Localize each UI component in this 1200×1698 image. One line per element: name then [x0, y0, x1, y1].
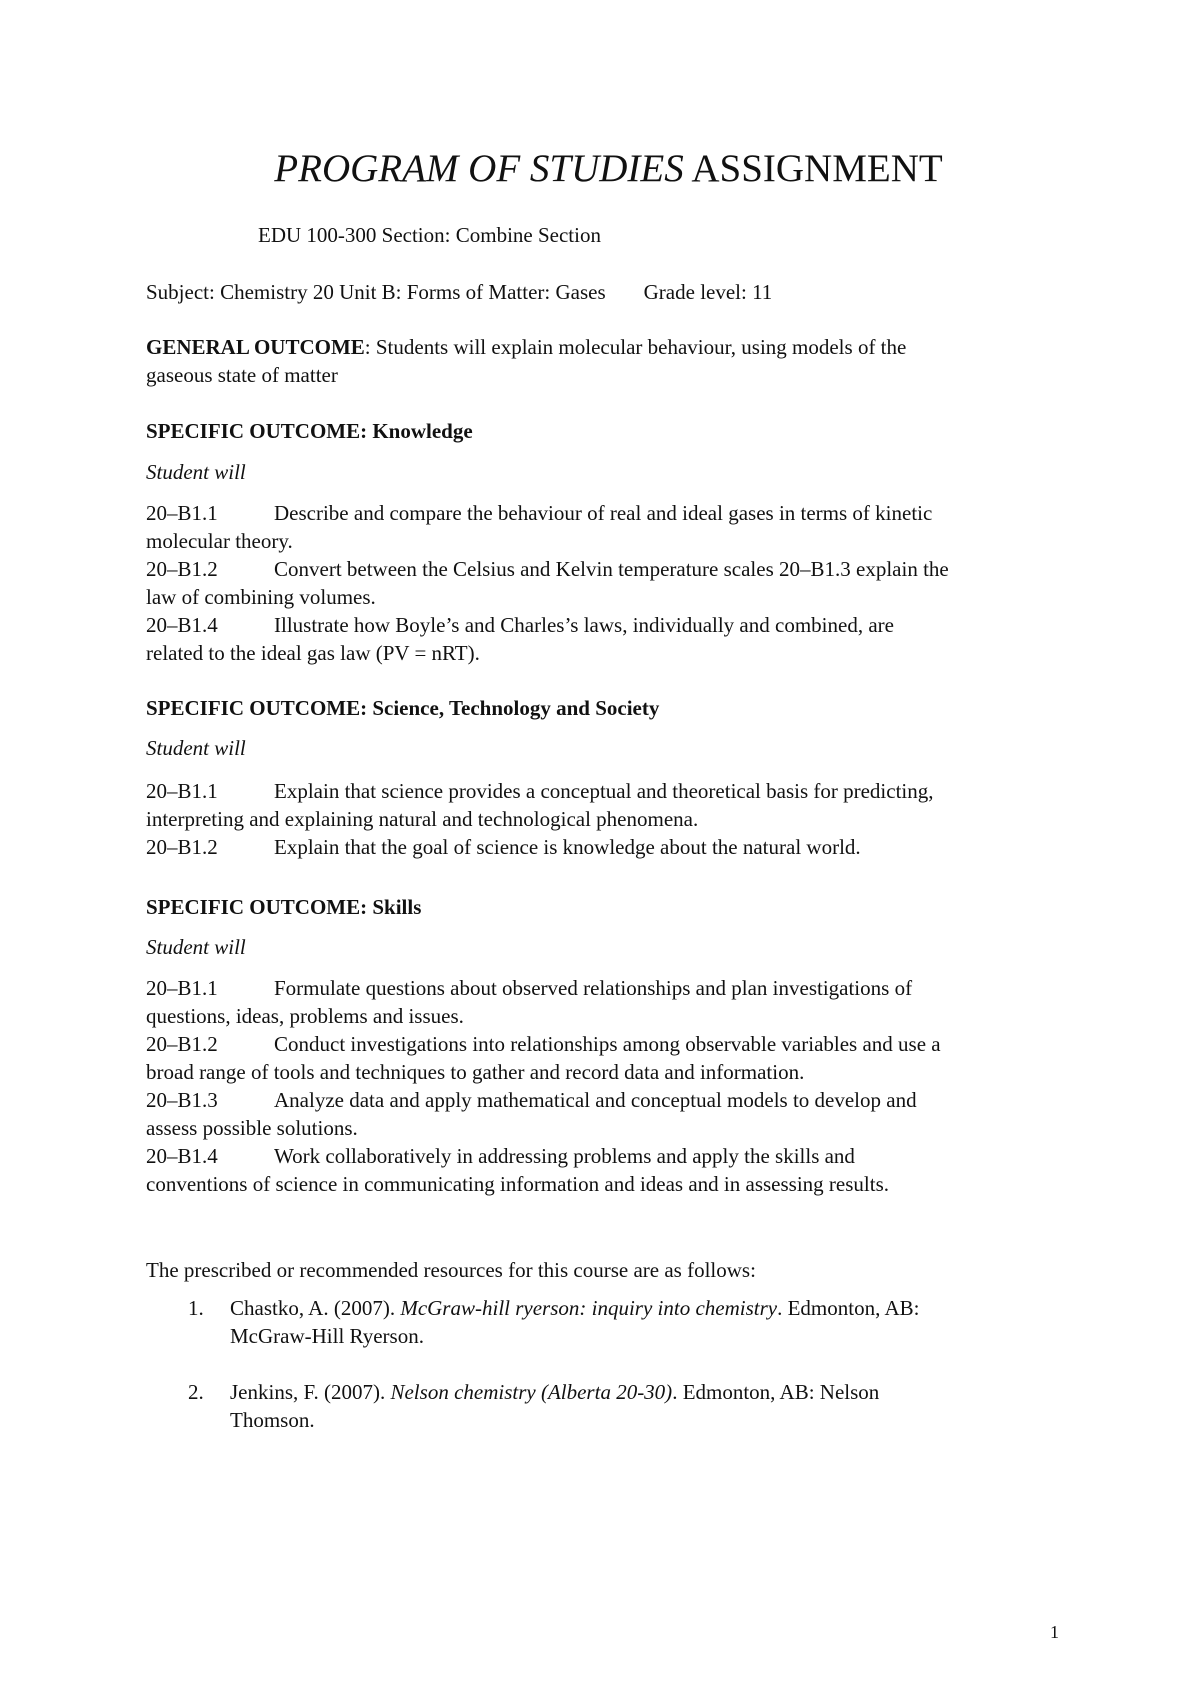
sts-student-will: Student will: [146, 736, 246, 760]
list-item: [146, 555, 1066, 611]
outcome-text: Describe and compare the behaviour of real and ideal gases in terms of kinetic: [274, 501, 933, 525]
knowledge-student-will: Student will: [146, 460, 246, 484]
subject-text: Subject: Chemistry 20 Unit B: Forms of Matter: Gases: [146, 280, 606, 304]
reference-title: Nelson chemistry (Alberta 20-30): [390, 1380, 673, 1404]
reference-number: 2.: [188, 1380, 204, 1404]
outcome-code: 20–B1.2: [146, 1032, 218, 1056]
skills-heading: SPECIFIC OUTCOME: Skills: [146, 895, 422, 919]
outcome-code: 20–B1.1: [146, 501, 218, 525]
outcome-text: Convert between the Celsius and Kelvin temperature scales 20–B1.3 explain the: [274, 557, 949, 581]
outcome-text: Formulate questions about observed relationships and plan investigations of: [274, 976, 913, 1000]
outcome-text: Explain that science provides a conceptual and theoretical basis for predicting,: [274, 779, 934, 803]
title-plain: ASSIGNMENT: [691, 147, 943, 190]
outcome-text-continued: interpreting and explaining natural and technological phenomena.: [146, 807, 699, 831]
outcome-text-continued: assess possible solutions.: [146, 1116, 358, 1140]
outcome-text-continued: law of combining volumes.: [146, 585, 376, 609]
outcome-code: 20–B1.4: [146, 1144, 218, 1168]
outcome-code: 20–B1.2: [146, 557, 218, 581]
outcome-text: Analyze data and apply mathematical and conceptual models to develop and: [274, 1088, 917, 1112]
list-item: [146, 777, 1066, 833]
reference-continued: Thomson.: [230, 1408, 315, 1432]
outcome-code: 20–B1.1: [146, 779, 218, 803]
outcome-text-continued: molecular theory.: [146, 529, 293, 553]
reference-item: [188, 1294, 1028, 1350]
skills-student-will: Student will: [146, 935, 246, 959]
title-italic: PROGRAM OF STUDIES: [274, 147, 684, 190]
outcome-text-continued: conventions of science in communicating information and ideas and in assessing results.: [146, 1172, 889, 1196]
outcome-text-continued: related to the ideal gas law (PV = nRT).: [146, 641, 480, 665]
outcome-text: Conduct investigations into relationships among observable variables and use a: [274, 1032, 941, 1056]
knowledge-heading: SPECIFIC OUTCOME: Knowledge: [146, 419, 473, 443]
outcome-text: Work collaboratively in addressing problems and apply the skills and: [274, 1144, 855, 1168]
reference-number: 1.: [188, 1296, 204, 1320]
reference-author: Jenkins, F. (2007).: [230, 1380, 391, 1404]
reference-publisher: . Edmonton, AB: Nelson: [672, 1380, 880, 1404]
subject-line: [146, 278, 772, 306]
outcome-code: 20–B1.3: [146, 1088, 218, 1112]
general-outcome-text: : Students will explain molecular behaviour, using models of the: [364, 335, 907, 359]
outcome-code: 20–B1.2: [146, 835, 218, 859]
grade-level: Grade level: 11: [643, 280, 773, 304]
list-item: [146, 611, 1066, 667]
general-outcome-label: GENERAL OUTCOME: [146, 335, 365, 359]
course-line: EDU 100-300 Section: Combine Section: [258, 223, 601, 247]
list-item: [146, 1142, 1066, 1198]
outcome-code: 20–B1.4: [146, 613, 218, 637]
outcome-text-continued: questions, ideas, problems and issues.: [146, 1004, 464, 1028]
general-outcome: [146, 333, 906, 361]
reference-publisher: . Edmonton, AB:: [777, 1296, 920, 1320]
page-title: [146, 146, 1071, 192]
outcome-text: Explain that the goal of science is knowledge about the natural world.: [274, 835, 861, 859]
general-outcome-continued: gaseous state of matter: [146, 363, 338, 387]
reference-continued: McGraw-Hill Ryerson.: [230, 1324, 424, 1348]
reference-item: [188, 1378, 1028, 1434]
list-item: [146, 833, 1066, 861]
list-item: [146, 1086, 1066, 1142]
list-item: [146, 1030, 1066, 1086]
resources-intro: The prescribed or recommended resources for this course are as follows:: [146, 1258, 756, 1282]
outcome-text: Illustrate how Boyle’s and Charles’s laws, individually and combined, are: [274, 613, 894, 637]
sts-heading: SPECIFIC OUTCOME: Science, Technology and Society: [146, 696, 660, 720]
page-number: 1: [1050, 1622, 1059, 1642]
list-item: [146, 499, 1066, 555]
reference-author: Chastko, A. (2007).: [230, 1296, 401, 1320]
reference-title: McGraw-hill ryerson: inquiry into chemistry: [400, 1296, 778, 1320]
outcome-text-continued: broad range of tools and techniques to gather and record data and information.: [146, 1060, 805, 1084]
list-item: [146, 974, 1066, 1030]
outcome-code: 20–B1.1: [146, 976, 218, 1000]
